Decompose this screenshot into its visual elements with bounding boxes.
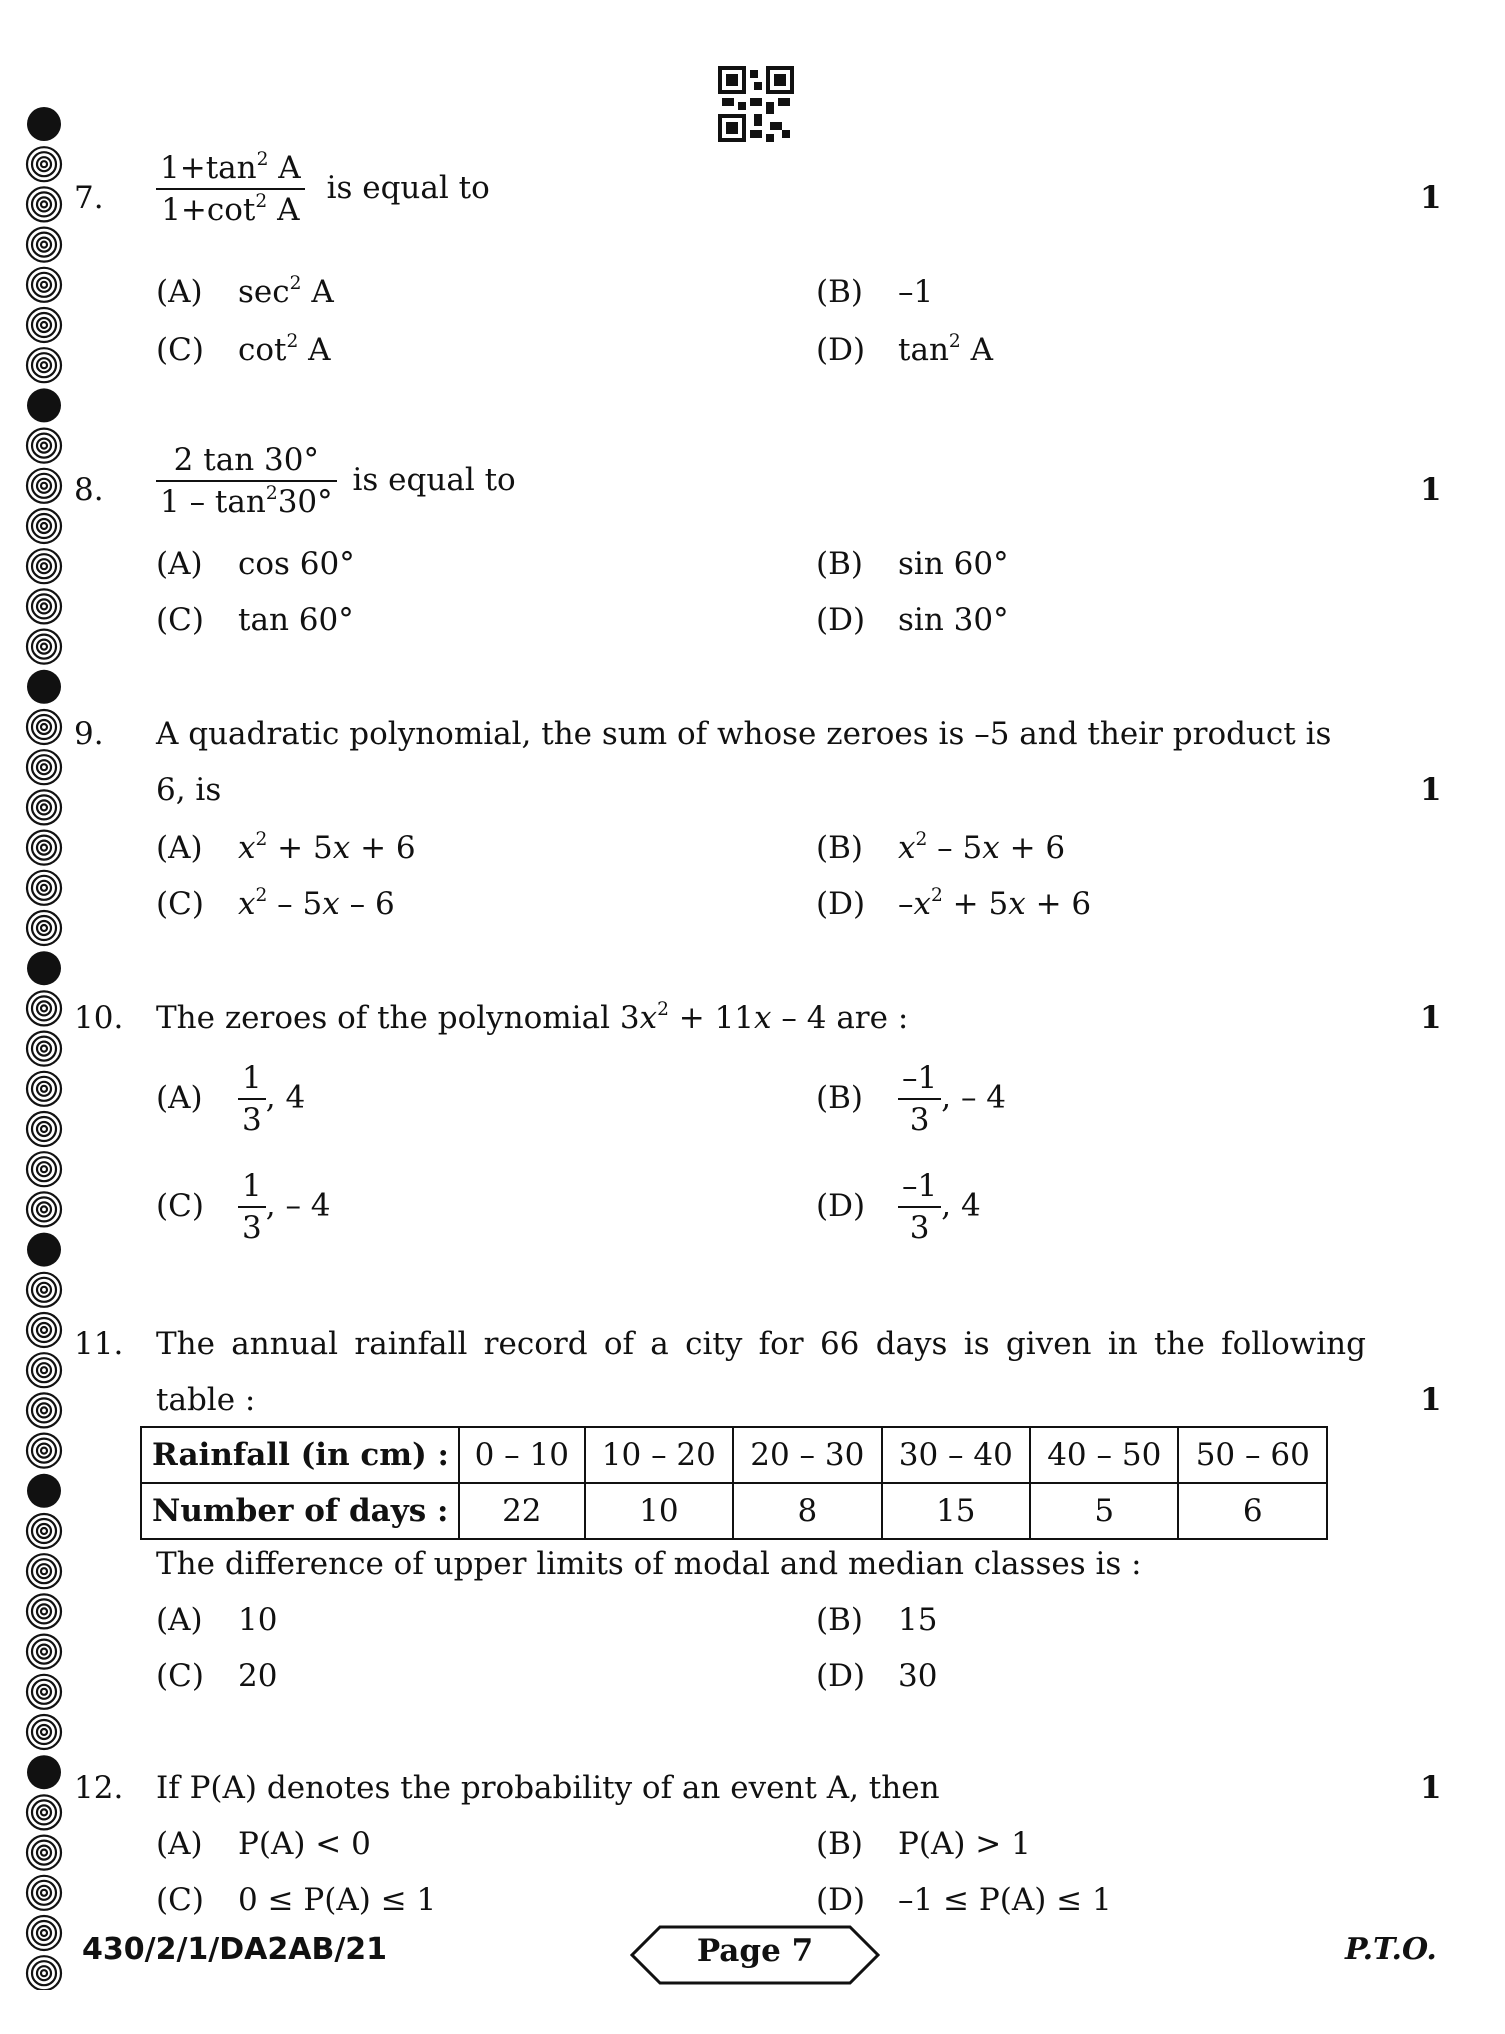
- table-cell: 40 – 50: [1030, 1427, 1178, 1483]
- option-d: (D) $\tan^2 A$: [816, 330, 993, 368]
- question-number: 10.: [74, 1000, 124, 1036]
- concentric-circle: [27, 549, 61, 583]
- concentric-circle: [27, 911, 61, 945]
- filled-circle: [27, 670, 61, 704]
- concentric-circle: [27, 509, 61, 543]
- filled-circle: [27, 1474, 61, 1508]
- marks: 1: [1420, 772, 1442, 808]
- question-text: If P(A) denotes the probability of an event A, then: [156, 1770, 940, 1806]
- concentric-circle: [27, 1554, 61, 1588]
- concentric-circle: [27, 1836, 61, 1870]
- option-b: (B) –1: [816, 274, 934, 310]
- concentric-circle: [27, 1032, 61, 1066]
- table-row: [141, 1483, 1327, 1539]
- concentric-circle: [27, 1434, 61, 1468]
- rainfall-table: [140, 1426, 1328, 1540]
- marks: 1: [1420, 180, 1442, 216]
- filled-circle: [27, 388, 61, 422]
- concentric-circle: [27, 750, 61, 784]
- concentric-circle: [27, 348, 61, 382]
- decorative-border: [18, 100, 78, 1990]
- question-number: 8.: [74, 472, 104, 508]
- option-a: (A) $\frac{1}{3}$ , 4: [156, 1060, 306, 1138]
- concentric-circle: [27, 1152, 61, 1186]
- table-cell: 5: [1030, 1483, 1178, 1539]
- question-text: table :: [156, 1382, 256, 1418]
- table-header-cell: Number of days :: [141, 1483, 459, 1539]
- concentric-circle: [27, 1313, 61, 1347]
- concentric-circle: [27, 790, 61, 824]
- concentric-circle: [27, 1956, 61, 1990]
- table-cell: 8: [733, 1483, 881, 1539]
- concentric-circle: [27, 1916, 61, 1950]
- question-text: The annual rainfall record of a city for 66 days is given in the following: [156, 1326, 1366, 1362]
- question-text: 6, is: [156, 772, 222, 808]
- table-row: [141, 1427, 1327, 1483]
- fraction: $\frac{1+\tan^2 A}{1+\cot^2 A}$: [156, 150, 305, 228]
- question-text: The zeroes of the polynomial $3x^2 + 11x - 4$ are :: [156, 998, 909, 1036]
- concentric-circle: [27, 831, 61, 865]
- concentric-circle: [27, 1795, 61, 1829]
- option-b: (B) 15: [816, 1602, 938, 1638]
- concentric-circle: [27, 1715, 61, 1749]
- pto-label: P.T.O.: [1345, 1932, 1437, 1967]
- table-cell: 10: [585, 1483, 733, 1539]
- question-number: 9.: [74, 716, 104, 752]
- filled-circle: [27, 1755, 61, 1789]
- option-a: (A) $x^2 + 5x + 6$: [156, 828, 416, 866]
- option-d: (D) 30: [816, 1658, 938, 1694]
- concentric-circle: [27, 710, 61, 744]
- option-d: (D) $\frac{-1}{3}$ , 4: [816, 1168, 981, 1246]
- concentric-circle: [27, 469, 61, 503]
- concentric-circle: [27, 1635, 61, 1669]
- concentric-circle: [27, 1112, 61, 1146]
- option-b: (B) P(A) > 1: [816, 1826, 1031, 1862]
- table-cell: 50 – 60: [1178, 1427, 1327, 1483]
- table-cell: 10 – 20: [585, 1427, 733, 1483]
- concentric-circle: [27, 228, 61, 262]
- concentric-circle: [27, 1072, 61, 1106]
- concentric-circle: [27, 1594, 61, 1628]
- option-b: (B) sin 60°: [816, 546, 1009, 582]
- question-text: The difference of upper limits of modal and median classes is :: [156, 1546, 1142, 1582]
- concentric-circle: [27, 1514, 61, 1548]
- question-number: 12.: [74, 1770, 124, 1806]
- concentric-circle: [27, 308, 61, 342]
- marks: 1: [1420, 1382, 1442, 1418]
- concentric-circle: [27, 1273, 61, 1307]
- option-c: (C) $\cot^2 A$: [156, 330, 331, 368]
- option-a: (A) $\sec^2 A$: [156, 272, 334, 310]
- table-cell: 30 – 40: [882, 1427, 1030, 1483]
- table-header-cell: Rainfall (in cm) :: [141, 1427, 459, 1483]
- concentric-circle: [27, 1393, 61, 1427]
- paper-code: 430/2/1/DA2AB/21: [82, 1932, 388, 1967]
- table-cell: 0 – 10: [459, 1427, 585, 1483]
- table-cell: 15: [882, 1483, 1030, 1539]
- table-cell: 22: [459, 1483, 585, 1539]
- qr-code: [718, 66, 794, 142]
- concentric-circle: [27, 991, 61, 1025]
- marks: 1: [1420, 472, 1442, 508]
- marks: 1: [1420, 1770, 1442, 1806]
- concentric-circle: [27, 429, 61, 463]
- filled-circle: [27, 951, 61, 985]
- option-b: (B) $x^2 - 5x + 6$: [816, 828, 1066, 866]
- option-b: (B) $\frac{-1}{3}$ , – 4: [816, 1060, 1007, 1138]
- option-c: (C) 20: [156, 1658, 278, 1694]
- filled-circle: [27, 1233, 61, 1267]
- option-c: (C) $\frac{1}{3}$ , – 4: [156, 1168, 331, 1246]
- option-c: (C) tan 60°: [156, 602, 354, 638]
- concentric-circle: [27, 589, 61, 623]
- page-number: Page 7: [630, 1925, 880, 1985]
- concentric-circle: [27, 630, 61, 664]
- concentric-circle: [27, 187, 61, 221]
- concentric-circle: [27, 871, 61, 905]
- table-cell: 20 – 30: [733, 1427, 881, 1483]
- question-number: 11.: [74, 1326, 124, 1362]
- option-d: (D) $-x^2 + 5x + 6$: [816, 884, 1092, 922]
- option-d: (D) –1 ≤ P(A) ≤ 1: [816, 1882, 1112, 1918]
- concentric-circle: [27, 268, 61, 302]
- concentric-circle: [27, 1192, 61, 1226]
- option-a: (A) P(A) < 0: [156, 1826, 371, 1862]
- option-c: (C) $x^2 - 5x - 6$: [156, 884, 395, 922]
- table-cell: 6: [1178, 1483, 1327, 1539]
- option-d: (D) sin 30°: [816, 602, 1009, 638]
- concentric-circle: [27, 1353, 61, 1387]
- fraction: $\frac{2 \tan 30^\circ}{1 - \tan^230^\circ}$: [156, 442, 337, 520]
- question-7-text: $\frac{1+\tan^2 A}{1+\cot^2 A}$ is equal to: [156, 150, 490, 228]
- option-a: (A) 10: [156, 1602, 278, 1638]
- concentric-circle: [27, 1675, 61, 1709]
- marks: 1: [1420, 1000, 1442, 1036]
- concentric-circle: [27, 1876, 61, 1910]
- concentric-circle: [27, 147, 61, 181]
- question-text: A quadratic polynomial, the sum of whose zeroes is –5 and their product is: [156, 716, 1332, 752]
- question-number: 7.: [74, 180, 104, 216]
- question-8-text: $\frac{2 \tan 30^\circ}{1 - \tan^230^\circ}$ is equal to: [156, 442, 516, 520]
- filled-circle: [27, 107, 61, 141]
- option-a: (A) cos 60°: [156, 546, 355, 582]
- option-c: (C) 0 ≤ P(A) ≤ 1: [156, 1882, 437, 1918]
